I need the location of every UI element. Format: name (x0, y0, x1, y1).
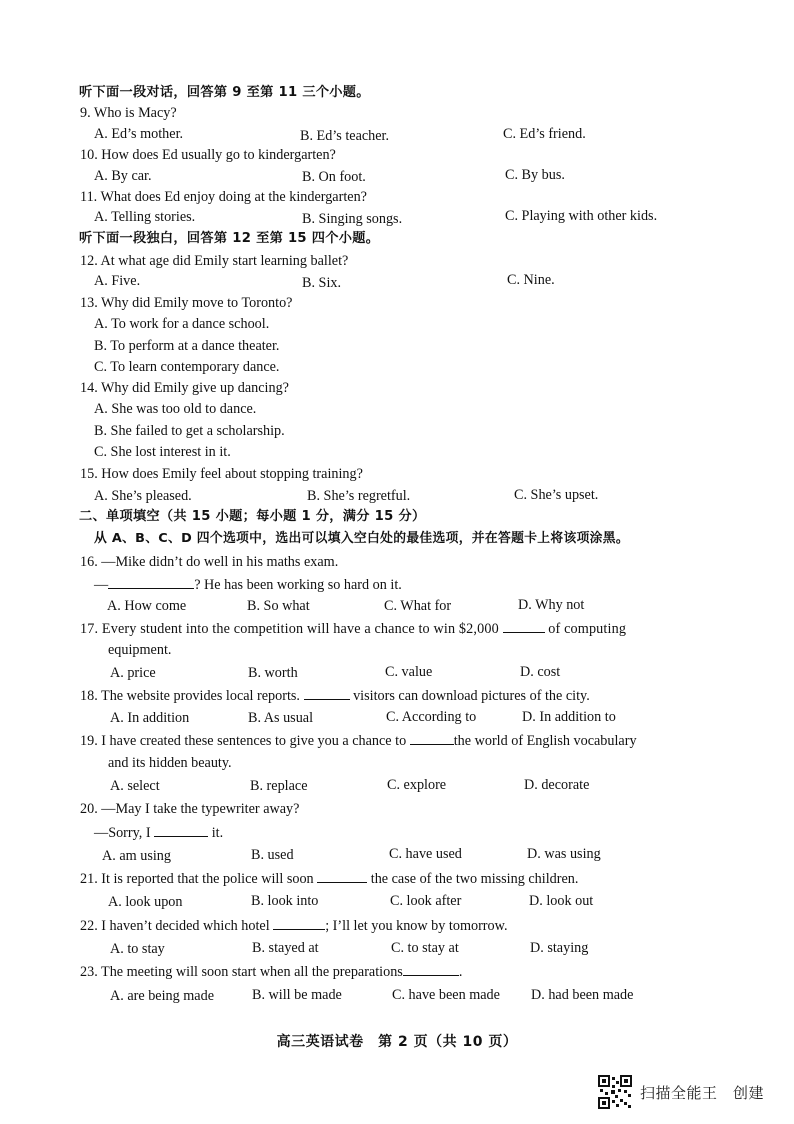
q12-option-c: C. Nine. (507, 272, 555, 288)
q14-option-c: C. She lost interest in it. (94, 444, 231, 460)
q18-option-d: D. In addition to (522, 709, 616, 725)
q22-option-b: B. stayed at (252, 940, 319, 956)
q14-option-a: A. She was too old to dance. (94, 401, 257, 417)
q17-text-pre: 17. Every student into the competition will have a chance to win $2,000 (80, 621, 499, 637)
q20-text-pre: —Sorry, I (94, 825, 151, 841)
q15-option-c: C. She’s upset. (514, 487, 599, 503)
q23-option-a: A. are being made (110, 988, 214, 1004)
q22-option-a: A. to stay (110, 941, 165, 957)
q19-option-b: B. replace (250, 778, 308, 794)
q15-stem: 15. How does Emily feel about stopping training? (80, 466, 363, 482)
q22-text-post: ; I’ll let you know by tomorrow. (325, 918, 508, 934)
q10-option-a: A. By car. (94, 168, 152, 184)
q18-option-a: A. In addition (110, 710, 190, 726)
q23-text-post: . (458, 964, 463, 980)
q16-option-d: D. Why not (518, 597, 585, 613)
q12-option-b: B. Six. (302, 275, 342, 291)
q19-option-c: C. explore (387, 777, 447, 793)
q23-blank (403, 962, 459, 976)
q16-line2 (94, 575, 402, 594)
q16-option-a: A. How come (107, 598, 187, 614)
q23-option-d: D. had been made (531, 987, 634, 1003)
section-title: 二、单项填空（共 15 小题；每小题 1 分，满分 15 分） (79, 509, 426, 524)
q11-option-c: C. Playing with other kids. (505, 208, 658, 224)
q12-stem: 12. At what age did Emily start learning ballet? (80, 253, 349, 269)
q19-line1 (80, 731, 637, 750)
q23-option-c: C. have been made (392, 987, 500, 1003)
q23-line (80, 962, 462, 981)
q22-text-pre: 22. I haven’t decided which hotel (80, 918, 270, 934)
q22-line (80, 916, 508, 935)
q19-text-post: the world of English vocabulary (453, 733, 637, 749)
q18-option-c: C. According to (386, 709, 477, 725)
q9-option-b: B. Ed’s teacher. (300, 128, 390, 144)
q18-line (80, 686, 590, 705)
q23-option-b: B. will be made (252, 987, 342, 1003)
q21-blank (317, 869, 367, 883)
q21-text-pre: 21. It is reported that the police will soon (80, 871, 314, 887)
q17-option-d: D. cost (520, 664, 561, 680)
q20-blank (154, 823, 208, 837)
q13-option-b: B. To perform at a dance theater. (94, 338, 280, 354)
q9-option-a: A. Ed’s mother. (94, 126, 184, 142)
q16-line1: 16. —Mike didn’t do well in his maths exam. (80, 554, 339, 570)
monologue-instruction: 听下面一段独白，回答第 12 至第 15 四个小题。 (79, 231, 380, 246)
q18-text-pre: 18. The website provides local reports. (80, 688, 300, 704)
q20-option-b: B. used (251, 847, 294, 863)
q17-line1 (80, 619, 626, 638)
q19-line2: and its hidden beauty. (108, 755, 232, 771)
q16-option-c: C. What for (384, 598, 452, 614)
q22-blank (273, 916, 325, 930)
q10-stem: 10. How does Ed usually go to kindergarten? (80, 147, 336, 163)
q13-stem: 13. Why did Emily move to Toronto? (80, 295, 293, 311)
q16-line2-text: ? He has been working so hard on it. (194, 577, 402, 593)
q20-line1: 20. —May I take the typewriter away? (80, 801, 300, 817)
q14-stem: 14. Why did Emily give up dancing? (80, 380, 289, 396)
watermark-text: 扫描全能王 创建 (640, 1083, 765, 1102)
q13-option-a: A. To work for a dance school. (94, 316, 270, 332)
q15-option-b: B. She’s regretful. (307, 488, 411, 504)
q19-option-d: D. decorate (524, 777, 590, 793)
q21-text-post: the case of the two missing children. (370, 871, 579, 887)
q16-blank (108, 575, 194, 589)
q10-option-b: B. On foot. (302, 169, 366, 185)
q11-option-a: A. Telling stories. (94, 209, 196, 225)
q21-line (80, 869, 578, 888)
q20-option-d: D. was using (527, 846, 601, 862)
q20-option-c: C. have used (389, 846, 462, 862)
q21-option-c: C. look after (390, 893, 462, 909)
dialogue-instruction: 听下面一段对话，回答第 9 至第 11 三个小题。 (79, 85, 370, 100)
q10-option-c: C. By bus. (505, 167, 565, 183)
q18-option-b: B. As usual (248, 710, 314, 726)
q20-option-a: A. am using (102, 848, 171, 864)
q15-option-a: A. She’s pleased. (94, 488, 192, 504)
qr-code-icon (598, 1075, 632, 1109)
q20-text-post: it. (211, 825, 224, 841)
q11-stem: 11. What does Ed enjoy doing at the kindergarten? (80, 189, 367, 205)
q18-text-post: visitors can download pictures of the city. (353, 688, 590, 704)
page-footer: 高三英语试卷 第 2 页（共 10 页） (276, 1034, 518, 1050)
q17-text-post: of computing (548, 621, 627, 637)
q21-option-d: D. look out (529, 893, 594, 909)
q21-option-b: B. look into (251, 893, 319, 909)
q20-line2 (94, 823, 223, 842)
q19-blank (410, 731, 454, 745)
q16-option-b: B. So what (247, 598, 310, 614)
q17-option-b: B. worth (248, 665, 298, 681)
scanner-watermark (598, 1075, 764, 1109)
q22-option-c: C. to stay at (391, 940, 459, 956)
q11-option-b: B. Singing songs. (302, 211, 403, 227)
q22-option-d: D. staying (530, 940, 589, 956)
q14-option-b: B. She failed to get a scholarship. (94, 423, 285, 439)
q17-option-a: A. price (110, 665, 156, 681)
q23-text-pre: 23. The meeting will soon start when all the preparations (80, 964, 403, 980)
q19-text-pre: 19. I have created these sentences to give you a chance to (80, 733, 407, 749)
q17-blank (503, 619, 545, 633)
q9-stem: 9. Who is Macy? (80, 105, 177, 121)
q17-line2: equipment. (108, 642, 172, 658)
q12-option-a: A. Five. (94, 273, 141, 289)
q13-option-c: C. To learn contemporary dance. (94, 359, 280, 375)
section-instruction: 从 A、B、C、D 四个选项中，选出可以填入空白处的最佳选项，并在答题卡上将该项涂黑。 (94, 531, 629, 546)
q19-option-a: A. select (110, 778, 160, 794)
q21-option-a: A. look upon (108, 894, 183, 910)
q16-dash: — (94, 577, 109, 593)
q18-blank (304, 686, 350, 700)
q9-option-c: C. Ed’s friend. (503, 126, 586, 142)
q17-option-c: C. value (385, 664, 433, 680)
